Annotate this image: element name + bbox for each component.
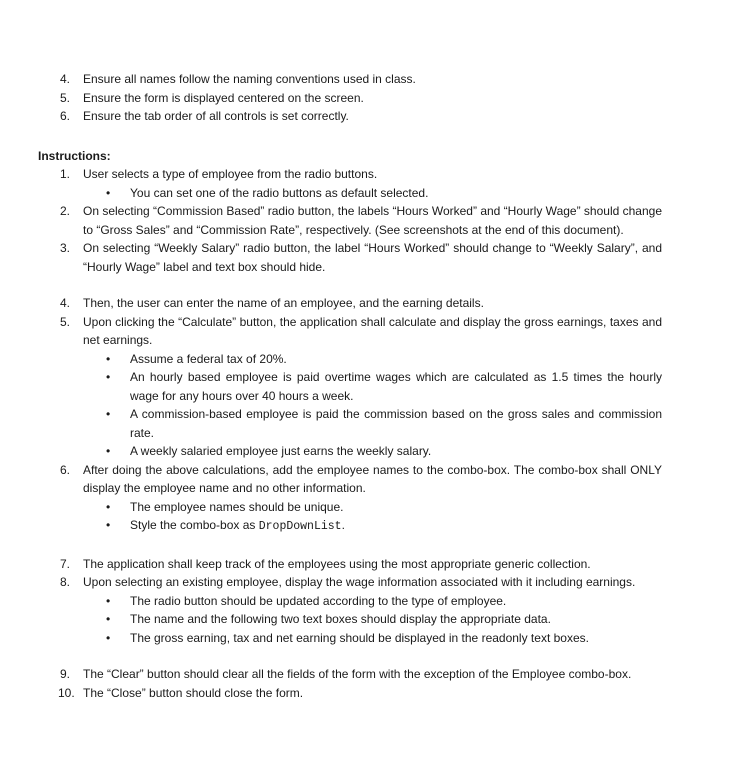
item-text: The “Close” button should close the form.: [83, 685, 304, 700]
list-item: [60, 89, 670, 108]
list-item: [60, 573, 662, 592]
bullet-text: The name and the following two text boxes should display the appropriate data.: [130, 612, 551, 626]
item-number: 1.: [60, 167, 71, 181]
bullet-item: [106, 592, 662, 611]
list-item: [60, 684, 662, 703]
item-text: The application shall keep track of the employees using the most appropriate generic collection.: [83, 556, 591, 571]
list-item: [60, 313, 662, 350]
paragraph-gap: [60, 647, 662, 665]
list-item: [60, 165, 662, 184]
bullet-item: [106, 629, 662, 648]
code-text: DropDownList: [258, 520, 342, 533]
item-text: On selecting “Commission Based” radio button, the labels “Hours Worked” and “Hourly Wage” should change to “Gross Sales” and “Commission Rate”, respectively. (See screenshots at the end of this document).: [83, 204, 662, 237]
bullet-icon: •: [106, 351, 111, 366]
item-number: 3.: [60, 241, 71, 255]
bullet-text-prefix: Style the combo-box as: [130, 518, 259, 532]
bullet-icon: •: [106, 593, 111, 608]
item-number: 5.: [60, 90, 71, 105]
bullet-item: [106, 516, 662, 537]
list-item: [60, 555, 662, 574]
item-number: 2.: [60, 204, 71, 218]
bullet-icon: •: [106, 630, 111, 645]
bullet-icon: •: [106, 499, 111, 514]
item-number: 6.: [60, 109, 71, 123]
item-text: Upon selecting an existing employee, display the wage information associated with it including earnings.: [83, 575, 636, 589]
item-text: On selecting “Weekly Salary” radio button, the label “Hours Worked” should change to “Weekly Salary”, and “Hourly Wage” label and text box should hide.: [83, 241, 662, 274]
bullet-list: [106, 498, 662, 537]
bullet-item: [106, 184, 662, 203]
item-number: 9.: [60, 667, 71, 681]
bullet-icon: •: [106, 444, 111, 458]
requirements-list: [60, 70, 670, 126]
bullet-text: Assume a federal tax of 20%.: [130, 351, 287, 366]
bullet-item: [106, 498, 662, 517]
item-text: Upon clicking the “Calculate” button, the application shall calculate and display the gross earnings, taxes and net earnings.: [83, 314, 662, 347]
instructions-heading: Instructions:: [38, 149, 111, 163]
item-number: 4.: [60, 296, 71, 310]
item-text: Ensure the tab order of all controls is set correctly.: [83, 109, 349, 123]
item-number: 5.: [60, 314, 71, 329]
bullet-icon: •: [106, 185, 111, 200]
list-item: [60, 665, 662, 684]
bullet-item: [106, 350, 662, 369]
item-number: 7.: [60, 556, 71, 571]
item-text: Ensure the form is displayed centered on the screen.: [83, 90, 364, 105]
list-item: [60, 202, 662, 239]
item-number: 10.: [58, 685, 75, 700]
bullet-item: [106, 442, 662, 461]
bullet-item: [106, 405, 662, 442]
item-number: 4.: [60, 72, 71, 86]
item-number: 6.: [60, 462, 71, 477]
bullet-list: [106, 184, 662, 203]
bullet-item: [106, 368, 662, 405]
bullet-icon: •: [106, 612, 111, 626]
item-number: 8.: [60, 575, 71, 589]
list-item: [60, 239, 662, 276]
instructions-list: [60, 165, 662, 702]
bullet-text: The employee names should be unique.: [130, 499, 344, 514]
item-text: User selects a type of employee from the radio buttons.: [83, 167, 378, 181]
bullet-text: The gross earning, tax and net earning should be displayed in the readonly text boxes.: [130, 630, 589, 645]
bullet-text: The radio button should be updated according to the type of employee.: [130, 593, 507, 608]
paragraph-gap: [60, 276, 662, 294]
item-text: Ensure all names follow the naming conventions used in class.: [83, 72, 416, 86]
bullet-list: [106, 592, 662, 648]
bullet-text: An hourly based employee is paid overtime wages which are calculated as 1.5 times the hourly wage for any hours over 40 hours a week.: [130, 370, 662, 403]
bullet-list: [106, 350, 662, 461]
paragraph-gap: [60, 537, 662, 555]
list-item: [60, 294, 662, 313]
bullet-icon: •: [106, 370, 111, 384]
bullet-icon: •: [106, 407, 111, 421]
bullet-text: A commission-based employee is paid the commission based on the gross sales and commission rate.: [130, 407, 662, 440]
list-item: [60, 107, 670, 126]
bullet-item: [106, 610, 662, 629]
bullet-text: A weekly salaried employee just earns the weekly salary.: [130, 444, 432, 458]
bullet-text-suffix: .: [341, 518, 345, 532]
item-text: Then, the user can enter the name of an employee, and the earning details.: [83, 296, 484, 310]
item-text: After doing the above calculations, add the employee names to the combo-box. The combo-box shall ONLY display the employee name and no other information.: [83, 462, 662, 495]
bullet-icon: •: [106, 518, 111, 532]
item-text: The “Clear” button should clear all the fields of the form with the exception of the Employee combo-box.: [83, 667, 632, 681]
bullet-text: You can set one of the radio buttons as default selected.: [130, 185, 429, 200]
list-item: [60, 70, 670, 89]
list-item: [60, 461, 662, 498]
